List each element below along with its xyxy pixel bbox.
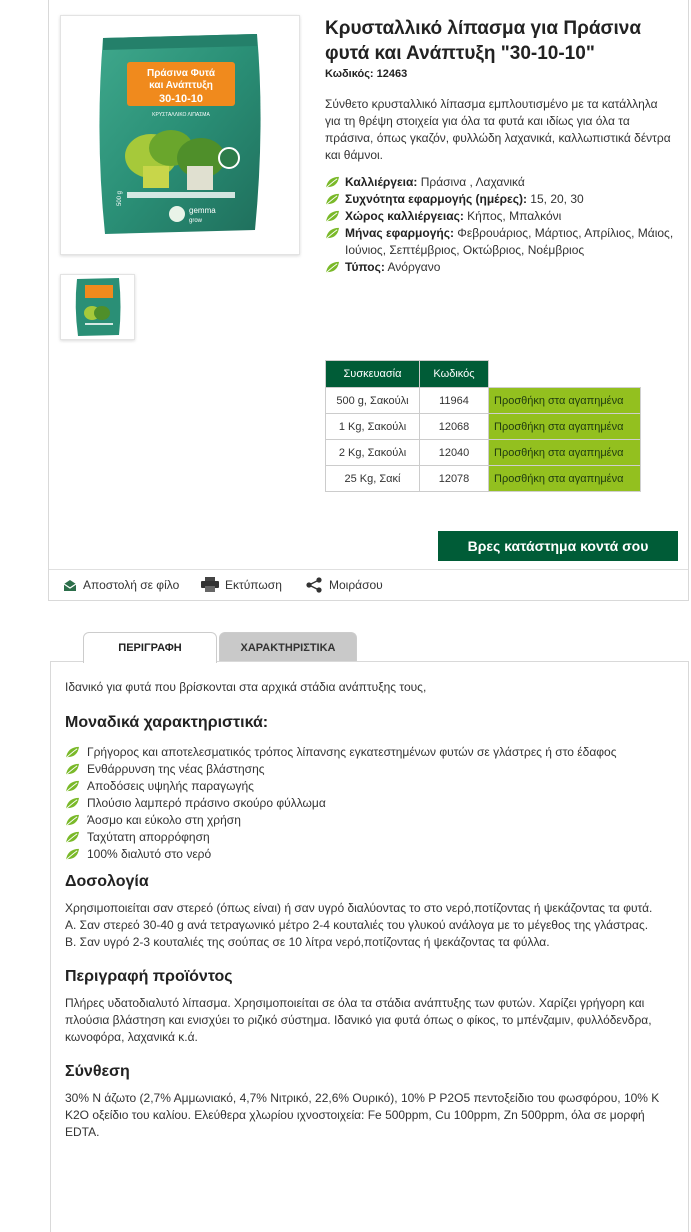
share-bar	[49, 569, 688, 601]
header-code: Κωδικός	[420, 361, 489, 388]
product-description-title: Περιγραφή προϊόντος	[65, 968, 233, 985]
product-attributes	[325, 174, 675, 276]
feature-text: Ταχύτατη απορρόφηση	[87, 830, 210, 844]
tab-features[interactable]: ΧΑΡΑΚΤΗΡΙΣΤΙΚΑ	[219, 632, 357, 662]
leaf-bullet-icon	[65, 763, 80, 776]
product-code-value: 12463	[376, 68, 408, 80]
attribute-label: Καλλιέργεια:	[345, 175, 418, 189]
leaf-bullet-icon	[65, 797, 80, 810]
fertilizer-bag-thumbnail	[61, 275, 134, 339]
list-item	[65, 778, 674, 795]
attribute-item	[325, 208, 675, 225]
send-to-friend-label: Αποστολή σε φίλο	[83, 578, 180, 592]
email-icon	[63, 579, 77, 592]
features-title: Μοναδικά χαρακτηριστικά:	[65, 714, 269, 731]
fertilizer-bag-image	[61, 16, 299, 254]
packaging-table-header	[326, 361, 641, 388]
product-code-label: Κωδικός:	[325, 68, 374, 80]
package-code: 12068	[420, 414, 489, 440]
bag-subtitle: ΚΡΥΣΤΑΛΛΙΚΟ ΛΙΠΑΣΜΑ	[152, 112, 210, 118]
leaf-bullet-icon	[325, 227, 340, 240]
packaging-table	[325, 360, 641, 492]
dosage-line: Α. Σαν στερεό 30-40 g ανά τετραγωνικό μέτρο 2-4 κουταλιές του γλυκού ανάλογα με το μέγεθος της γλάστρας.	[65, 918, 649, 932]
header-packaging: Συσκευασία	[326, 361, 420, 388]
table-row	[326, 440, 641, 466]
package-code: 11964	[420, 388, 489, 414]
product-title: Κρυσταλλικό λίπασμα για Πράσινα φυτά και Ανάπτυξη "30-10-10"	[325, 18, 642, 64]
table-row	[326, 388, 641, 414]
attribute-item	[325, 174, 675, 191]
package-size: 25 Kg, Σακί	[326, 466, 420, 492]
add-to-favorites-button[interactable]: Προσθήκη στα αγαπημένα	[489, 414, 641, 440]
share-link[interactable]	[305, 577, 383, 593]
dosage-title: Δοσολογία	[65, 873, 149, 890]
product-description: Σύνθετο κρυσταλλικό λίπασμα εμπλουτισμένο με τα κατάλληλα για τη θρέψη στοιχεία για όλα τα φυτά και ιδίως για όλα τα πράσινα, όπως γκαζόν, φυλλώδη λαχανικά, καλλωπιστικά δέντρα και θάμνοι.	[325, 97, 671, 162]
package-size: 2 Kg, Σακούλι	[326, 440, 420, 466]
intro-text: Ιδανικό για φυτά που βρίσκονται στα αρχικά στάδια ανάπτυξης τους,	[65, 680, 427, 694]
printer-icon	[201, 577, 219, 592]
product-main-image[interactable]	[60, 15, 300, 255]
feature-text: Άοσμο και εύκολο στη χρήση	[87, 813, 241, 827]
details-tabs	[83, 632, 357, 663]
list-item	[65, 846, 674, 863]
print-label: Εκτύπωση	[225, 577, 282, 592]
add-to-favorites-button[interactable]: Προσθήκη στα αγαπημένα	[489, 440, 641, 466]
find-store-button[interactable]: Βρες κατάστημα κοντά σου	[438, 531, 678, 561]
product-code	[325, 68, 675, 80]
add-to-favorites-button[interactable]: Προσθήκη στα αγαπημένα	[489, 388, 641, 414]
feature-text: Γρήγορος και αποτελεσματικός τρόπος λίπανσης εγκατεστημένων φυτών σε γλάστρες ή στο έδαφος	[87, 745, 617, 759]
leaf-bullet-icon	[65, 814, 80, 827]
package-size: 500 g, Σακούλι	[326, 388, 420, 414]
product-thumbnail[interactable]	[60, 274, 135, 340]
leaf-bullet-icon	[325, 210, 340, 223]
attribute-item	[325, 259, 675, 276]
bag-formula: 30-10-10	[158, 93, 204, 105]
bag-line2: και Ανάπτυξη	[149, 80, 213, 91]
attribute-label: Χώρος καλλιέργειας:	[345, 209, 464, 223]
send-to-friend-link[interactable]	[63, 578, 179, 592]
leaf-bullet-icon	[325, 261, 340, 274]
leaf-bullet-icon	[325, 193, 340, 206]
leaf-bullet-icon	[325, 176, 340, 189]
bag-brand-sub: grow	[189, 218, 203, 224]
attribute-value: Ανόργανο	[387, 260, 441, 274]
product-card	[48, 0, 689, 601]
product-info	[325, 16, 675, 276]
bag-brand: gemma	[189, 206, 216, 215]
attribute-value: Πράσινα , Λαχανικά	[420, 175, 525, 189]
leaf-bullet-icon	[65, 831, 80, 844]
tab-description[interactable]: ΠΕΡΙΓΡΑΦΗ	[83, 632, 217, 663]
attribute-label: Μήνας εφαρμογής:	[345, 226, 454, 240]
share-label: Μοιράσου	[329, 578, 383, 592]
composition-title: Σύνθεση	[65, 1063, 130, 1080]
list-item	[65, 829, 674, 846]
dosage-line: Χρησιμοποιείται σαν στερεό (όπως είναι) ή σαν υγρό διαλύοντας το στο νερό,ποτίζοντας ή ψεκάζοντας τα φυτά.	[65, 901, 653, 915]
leaf-bullet-icon	[65, 746, 80, 759]
package-code: 12040	[420, 440, 489, 466]
attribute-item	[325, 191, 675, 208]
description-panel	[50, 661, 689, 1232]
features-list	[65, 744, 674, 863]
table-row	[326, 414, 641, 440]
feature-text: Πλούσιο λαμπερό πράσινο σκούρο φύλλωμα	[87, 796, 326, 810]
attribute-value: 15, 20, 30	[530, 192, 584, 206]
bag-weight: 500 g	[117, 190, 123, 206]
list-item	[65, 761, 674, 778]
composition-text: 30% N άζωτο (2,7% Αμμωνιακό, 4,7% Νιτρικό, 22,6% Ουρικό), 10% P P2O5 πεντοξείδιο του φωσφόρου, 10% K K2O οξείδιο του καλίου. Ελεύθερα χλωρίου ιχνοστοιχεία: Fe 500ppm, Cu 100ppm, Zn 500ppm, όλα σε μορφή EDTA.	[65, 1091, 660, 1139]
package-size: 1 Kg, Σακούλι	[326, 414, 420, 440]
list-item	[65, 744, 674, 761]
package-code: 12078	[420, 466, 489, 492]
attribute-label: Συχνότητα εφαρμογής (ημέρες):	[345, 192, 527, 206]
leaf-bullet-icon	[65, 780, 80, 793]
print-link[interactable]	[201, 577, 282, 592]
product-description-text: Πλήρες υδατοδιαλυτό λίπασμα. Χρησιμοποιείται σε όλα τα στάδια ανάπτυξης των φυτών. Χαρίζει γρήγορη και πλούσια βλάστηση και ενισχύει το ριζικό σύστημα. Ιδανικό για φυτά όπως ο φίκος, το μπένζαμιν, φυλλόδενδρα, κωνοφόρα, λαχανικά κ.ά.	[65, 996, 652, 1044]
attribute-value: Κήπος, Μπαλκόνι	[467, 209, 562, 223]
leaf-bullet-icon	[65, 848, 80, 861]
list-item	[65, 812, 674, 829]
feature-text: Αποδόσεις υψηλής παραγωγής	[87, 779, 254, 793]
feature-text: 100% διαλυτό στο νερό	[87, 847, 212, 861]
bag-line1: Πράσινα Φυτά	[146, 68, 216, 79]
dosage-text	[65, 900, 674, 951]
header-blank	[489, 361, 641, 388]
feature-text: Ενθάρρυνση της νέας βλάστησης	[87, 762, 265, 776]
list-item	[65, 795, 674, 812]
attribute-item	[325, 225, 675, 259]
add-to-favorites-button[interactable]: Προσθήκη στα αγαπημένα	[489, 466, 641, 492]
table-row	[326, 466, 641, 492]
attribute-label: Τύπος:	[345, 260, 385, 274]
attribute-value: Φεβρουάριος, Μάρτιος, Απρίλιος, Μάιος, Ιούνιος, Σεπτέμβριος, Οκτώβριος, Νοέμβριος	[345, 226, 674, 257]
share-icon	[305, 577, 323, 593]
dosage-line: Β. Σαν υγρό 2-3 κουταλιές της σούπας σε 10 λίτρα νερό,ποτίζοντας ή ψεκάζοντας τα φύλλα.	[65, 935, 550, 949]
